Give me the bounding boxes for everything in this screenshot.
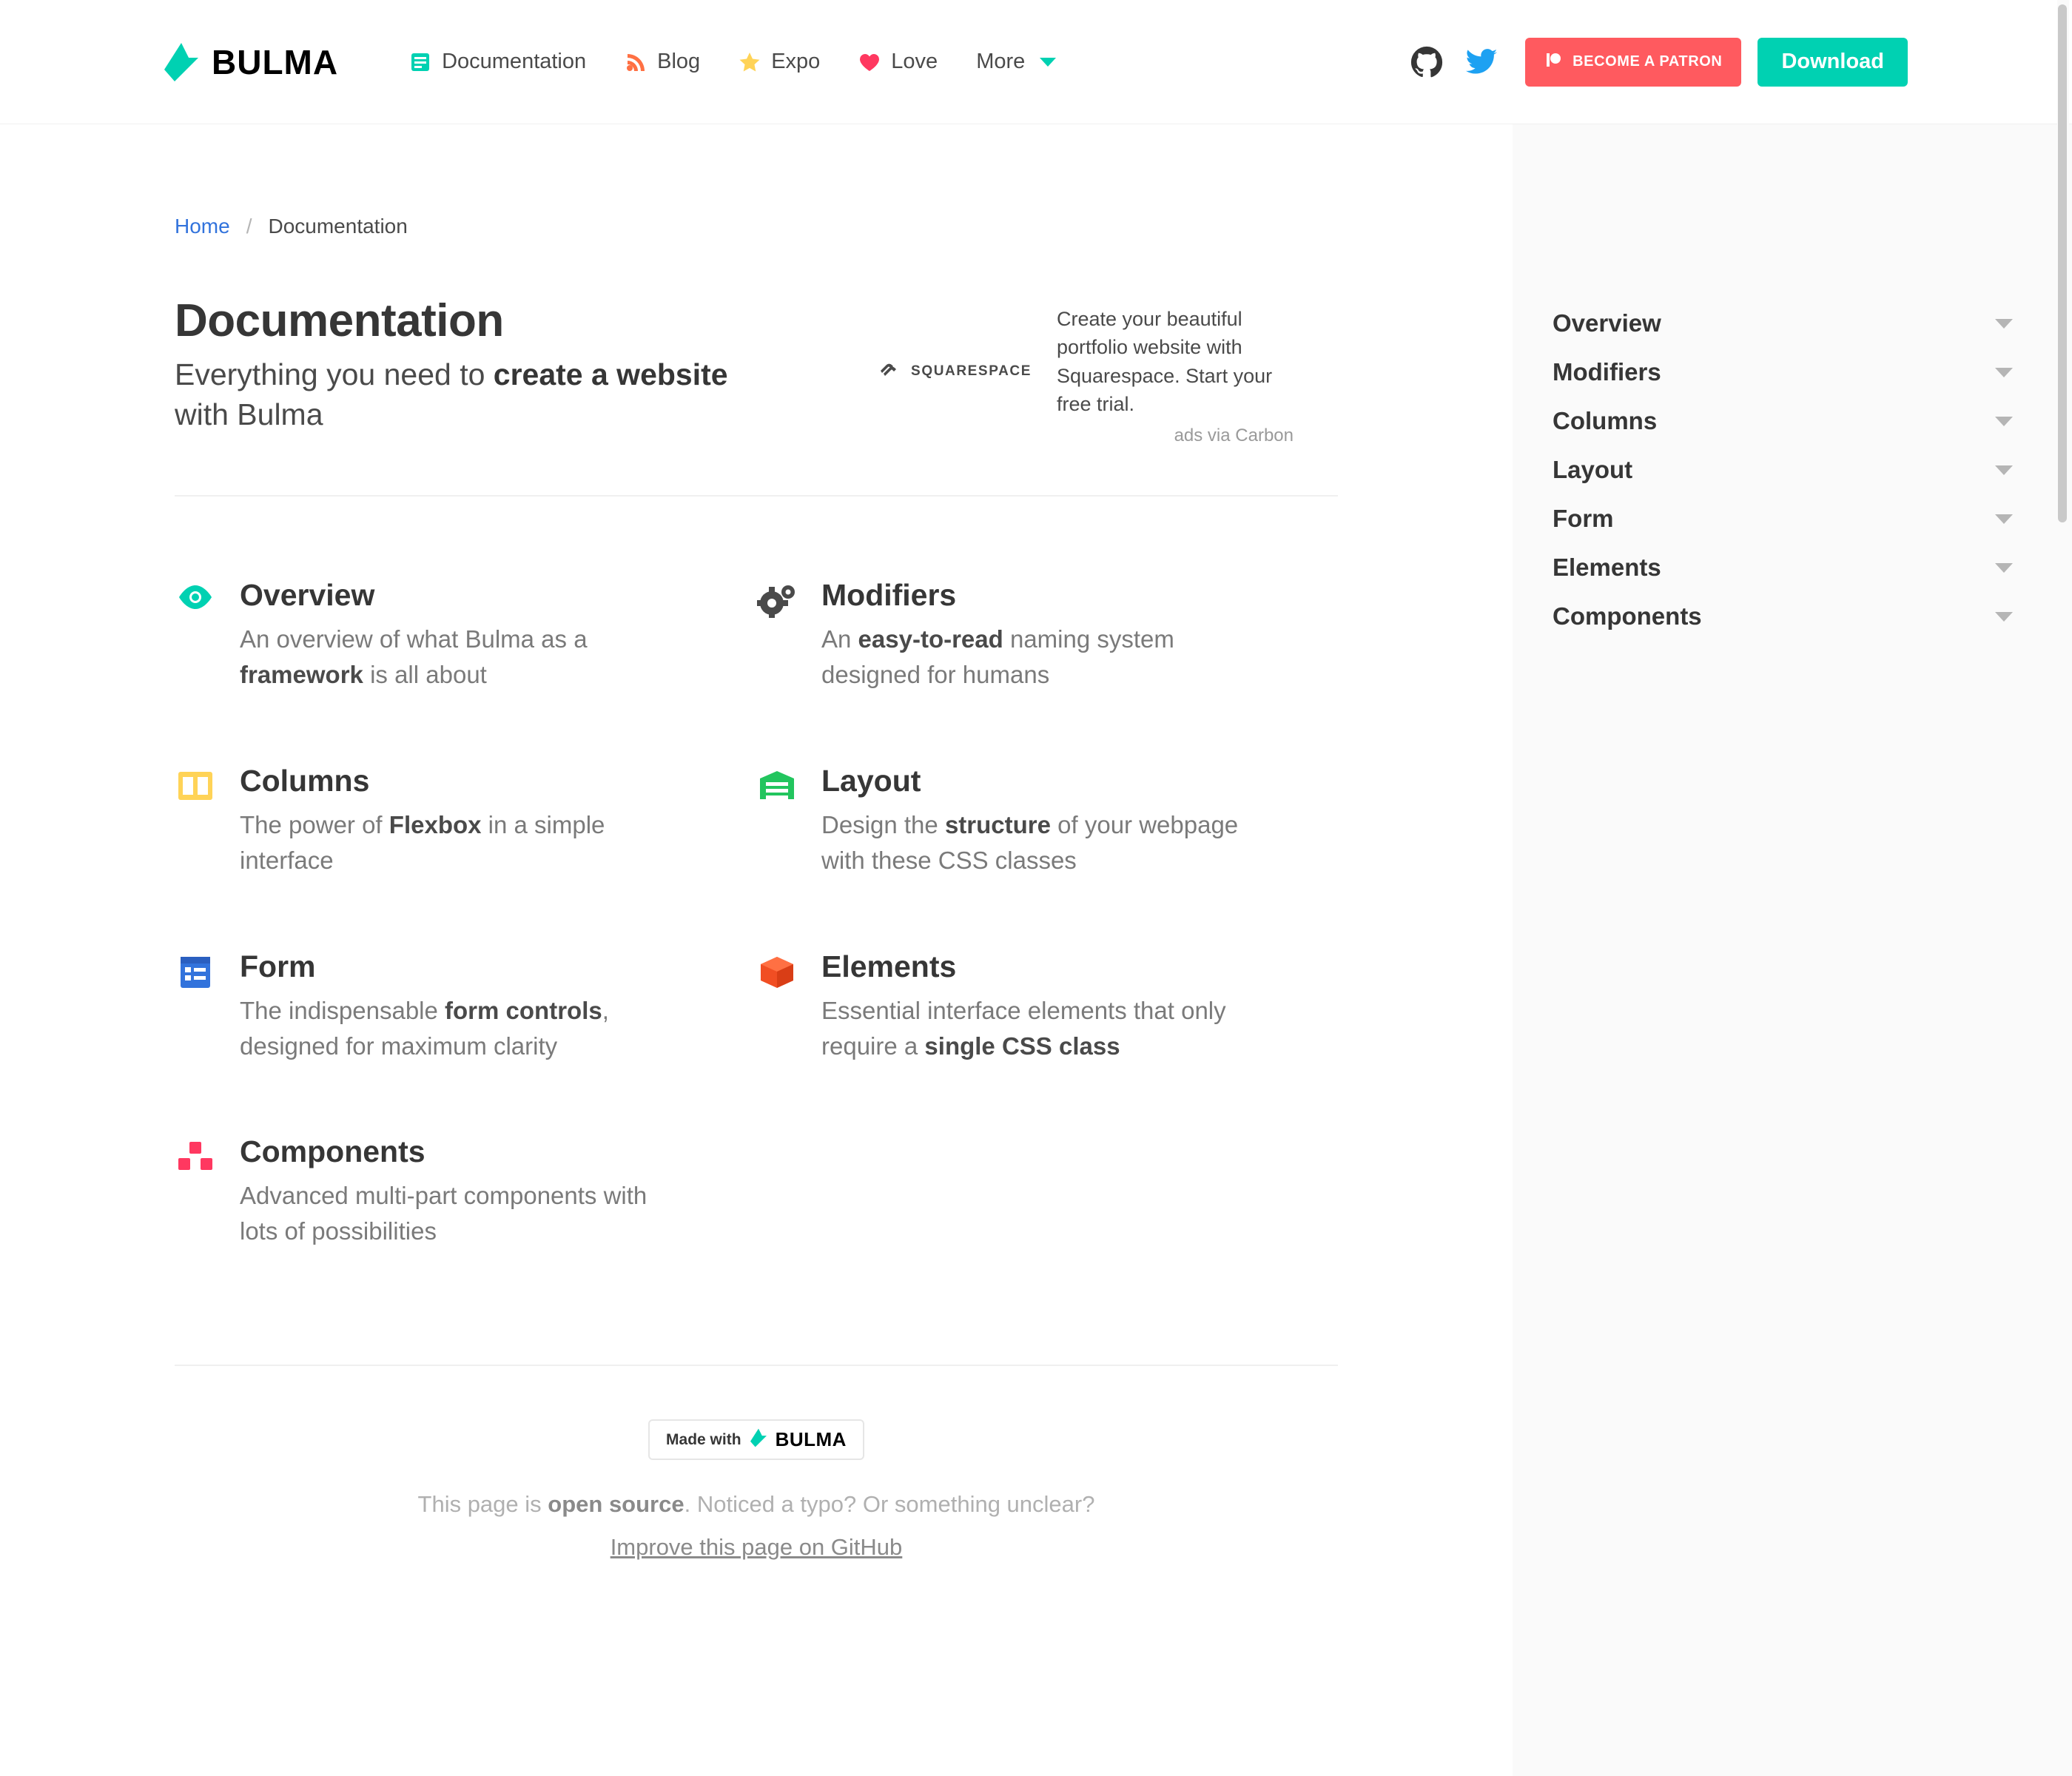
desc-pre: Design the: [821, 811, 945, 838]
sidebar-item-form[interactable]: [1550, 494, 2020, 543]
desc-bold: framework: [240, 661, 363, 689]
form-icon: [175, 949, 216, 1064]
desc-bold: single CSS class: [924, 1032, 1120, 1060]
desc-bold: form controls: [445, 996, 602, 1024]
desc-pre: The indispensable: [240, 996, 445, 1024]
desc-post: naming system designed for humans: [821, 625, 1174, 689]
desc-post: , designed for maximum clarity: [240, 996, 609, 1060]
subtitle-post: with Bulma: [175, 397, 323, 432]
doc-card-title[interactable]: Overview: [240, 578, 375, 613]
nav-item-label: More: [976, 50, 1026, 73]
doc-card-title[interactable]: Elements: [821, 949, 957, 983]
page-subtitle: [175, 354, 737, 434]
eye-icon: [175, 578, 216, 693]
page-scrollbar[interactable]: [2057, 0, 2069, 1776]
doc-card-title[interactable]: Components: [240, 1134, 426, 1169]
sidebar: [1513, 124, 2072, 1776]
sidebar-item-label: Layout: [1553, 456, 1633, 483]
become-a-patron-button[interactable]: [1525, 38, 1741, 87]
sidebar-item-elements[interactable]: [1550, 543, 2020, 592]
sidebar-item-label: Form: [1553, 505, 1614, 532]
heart-icon: [858, 51, 881, 73]
hero-text: [175, 295, 877, 434]
components-icon: [175, 1134, 216, 1249]
bulma-logo-icon: [164, 43, 198, 81]
made-with-brand: BULMA: [775, 1428, 847, 1451]
chevron-down-icon[interactable]: [1995, 465, 2013, 475]
divider: [175, 495, 1338, 497]
doc-card-columns: [175, 764, 756, 949]
doc-card-title[interactable]: Modifiers: [821, 578, 957, 613]
desc-post: of your webpage with these CSS classes: [821, 811, 1239, 874]
doc-card-desc: [821, 622, 1265, 693]
squarespace-icon: [877, 357, 902, 386]
book-icon: [409, 51, 431, 73]
hero: [175, 295, 1338, 446]
footer-text-bold[interactable]: open source: [548, 1491, 684, 1518]
navbar-right: [1399, 38, 1908, 87]
brand[interactable]: [164, 42, 338, 82]
twitter-icon[interactable]: [1454, 45, 1509, 79]
rss-icon: [625, 51, 647, 73]
squarespace-wordmark: SQUARESPACE: [911, 363, 1032, 379]
doc-card-modifiers: [756, 578, 1338, 764]
nav-item-label: Love: [891, 50, 938, 73]
page-body: [0, 124, 2072, 1776]
nav-item-documentation[interactable]: [390, 0, 605, 124]
chevron-down-icon[interactable]: [1995, 417, 2013, 426]
chevron-down-icon[interactable]: [1995, 514, 2013, 524]
sidebar-item-modifiers[interactable]: [1550, 348, 2020, 397]
footer: [175, 1366, 1338, 1561]
doc-card-desc: [240, 807, 684, 878]
footer-text: [175, 1491, 1338, 1518]
subtitle-bold: create a website: [493, 357, 728, 391]
subtitle-pre: Everything you need to: [175, 357, 494, 391]
doc-card-components: [175, 1134, 756, 1320]
nav-items: [390, 0, 1075, 124]
doc-card-body: [240, 578, 684, 693]
sidebar-item-label: Elements: [1553, 554, 1661, 581]
desc-pre: An overview of what Bulma as a: [240, 625, 588, 653]
gears-icon: [756, 578, 798, 693]
doc-card-desc: [821, 807, 1265, 878]
bulma-logo-icon: [750, 1428, 767, 1451]
sidebar-item-label: Components: [1553, 602, 1702, 630]
chevron-down-icon: [1040, 58, 1056, 67]
doc-card-title[interactable]: Columns: [240, 764, 370, 798]
star-icon: [739, 51, 761, 73]
doc-card-body: [240, 764, 684, 878]
patreon-icon: [1544, 51, 1562, 73]
nav-item-label: Documentation: [442, 50, 587, 73]
carbon-ad-text: Create your beautiful portfolio website with Squarespace. Start your free trial.: [1057, 308, 1273, 415]
sidebar-item-overview[interactable]: [1550, 299, 2020, 348]
desc-bold: easy-to-read: [858, 625, 1003, 653]
desc-pre: The power of: [240, 811, 389, 838]
doc-card-grid: [175, 578, 1338, 1320]
box-icon: [756, 949, 798, 1064]
chevron-down-icon[interactable]: [1995, 563, 2013, 573]
desc-bold: structure: [944, 811, 1051, 838]
footer-text-pre: This page is: [417, 1491, 548, 1518]
desc-pre: An: [821, 625, 858, 653]
doc-card-form: [175, 949, 756, 1135]
breadcrumb: [175, 124, 1338, 238]
doc-card-desc: [240, 622, 684, 693]
carbon-ad-body-wrap: [1057, 305, 1294, 446]
scrollbar-thumb[interactable]: [2058, 4, 2067, 522]
doc-card-body: [240, 949, 684, 1064]
doc-card-title[interactable]: Form: [240, 949, 316, 983]
desc-pre: Essential interface elements that only require a: [821, 996, 1226, 1060]
doc-card-elements: [756, 949, 1338, 1135]
made-with-bulma-badge[interactable]: [648, 1419, 864, 1460]
download-button[interactable]: [1758, 38, 1908, 87]
breadcrumb-current: Documentation: [268, 215, 408, 238]
main-content: [0, 124, 1513, 1776]
doc-card-desc: [821, 993, 1265, 1064]
desc-post: in a simple interface: [240, 811, 605, 874]
doc-card-title[interactable]: Layout: [821, 764, 921, 798]
doc-card-overview: [175, 578, 756, 764]
page-title: Documentation: [175, 295, 504, 346]
doc-card-body: [821, 949, 1265, 1064]
sidebar-item-layout[interactable]: [1550, 445, 2020, 494]
footer-text-post: . Noticed a typo? Or something unclear?: [684, 1491, 1095, 1518]
desc-pre: Advanced multi-part components with lots of possibilities: [240, 1182, 648, 1245]
desc-bold: Flexbox: [388, 811, 482, 838]
sidebar-item-label: Columns: [1553, 407, 1658, 434]
nav-item-label: Blog: [657, 50, 701, 73]
carbon-ad-logo: [877, 357, 1032, 386]
doc-card-desc: [240, 1178, 684, 1249]
sidebar-item-label: Modifiers: [1553, 358, 1661, 386]
sidebar-item-columns[interactable]: [1550, 397, 2020, 445]
made-with-label: Made with: [666, 1430, 741, 1448]
carbon-ad-credit[interactable]: ads via Carbon: [1174, 426, 1294, 446]
sidebar-item-components[interactable]: [1550, 592, 2020, 641]
navbar: [0, 0, 2072, 124]
download-label: Download: [1781, 50, 1884, 73]
nav-item-label: Expo: [771, 50, 821, 73]
nav-item-blog[interactable]: [605, 0, 719, 124]
carbon-ad[interactable]: [877, 305, 1338, 446]
nav-item-love[interactable]: [839, 0, 957, 124]
columns-icon: [175, 764, 216, 878]
sidebar-item-label: Overview: [1553, 309, 1661, 337]
doc-card-body: [240, 1134, 684, 1249]
patron-label: BECOME A PATRON: [1572, 53, 1723, 70]
doc-card-body: [821, 764, 1265, 878]
desc-post: is all about: [363, 661, 487, 689]
layout-icon: [756, 764, 798, 878]
chevron-down-icon[interactable]: [1995, 612, 2013, 622]
chevron-down-icon[interactable]: [1995, 368, 2013, 377]
improve-page-link[interactable]: Improve this page on GitHub: [610, 1534, 903, 1561]
breadcrumb-separator: /: [246, 215, 252, 238]
chevron-down-icon[interactable]: [1995, 319, 2013, 329]
github-icon[interactable]: [1399, 46, 1454, 78]
doc-card-layout: [756, 764, 1338, 949]
nav-item-expo[interactable]: [719, 0, 839, 124]
doc-card-desc: [240, 993, 684, 1064]
brand-text: BULMA: [212, 42, 339, 81]
doc-card-body: [821, 578, 1265, 693]
nav-item-more[interactable]: [957, 0, 1075, 124]
breadcrumb-home[interactable]: Home: [175, 215, 230, 238]
